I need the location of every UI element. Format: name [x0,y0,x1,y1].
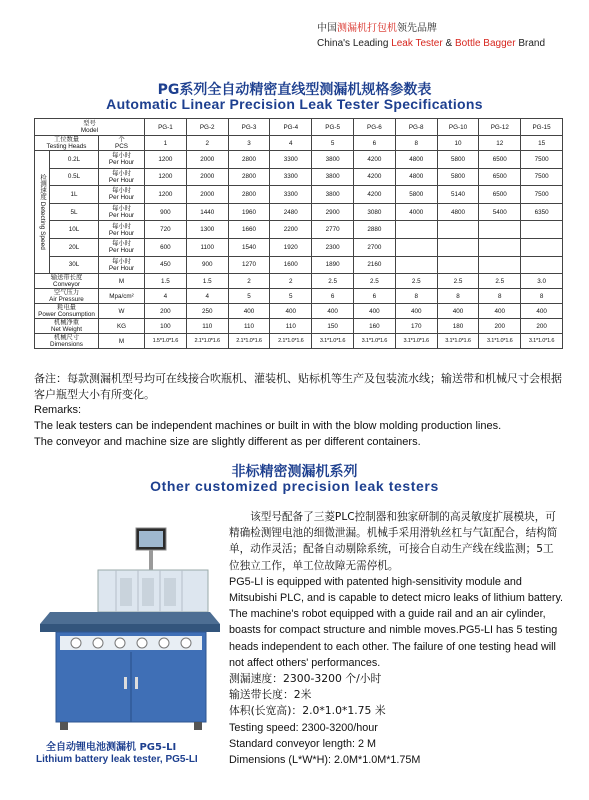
power-value-cell: 250 [186,304,228,319]
model-header-cell: PG-12 [479,119,521,136]
speed-value-cell: 2800 [228,186,270,204]
table-row-air-pressure [35,289,563,304]
speed-unit-en: Per Hour [108,159,135,167]
speed-unit-cn: 每小时 [112,169,131,177]
speed-value-cell: 2160 [354,256,396,274]
model-header-cell: PG-6 [354,119,396,136]
speed-unit-cell [99,256,145,274]
product-desc-cn: 该型号配备了三菱PLC控制器和独家研制的高灵敏度扩展模块，可精确检测锂电池的细微泄漏。机械手采用滑轨丝杠与气缸配合，结构简单，动作灵活；配备自动剔除系统，可接合自动生产线在线监测；5工位独立工作，单工位故障无需停机。 [229,511,558,572]
weight-value-cell: 200 [521,319,563,334]
product-description [229,509,564,768]
dim-label-cell [35,334,99,349]
conveyor-value-cell: 2 [270,274,312,289]
dim-value-cell: 1.5*1.0*1.6 [145,334,187,349]
heads-value-cell: 4 [270,136,312,151]
speed-value-cell: 6500 [479,186,521,204]
speed-value-cell: 1540 [228,238,270,256]
conveyor-unit-cell: M [99,274,145,289]
weight-value-cell: 100 [145,319,187,334]
page-title-en: Automatic Linear Precision Leak Tester Specifications [106,96,483,112]
speed-value-cell: 1920 [270,238,312,256]
speed-value-cell: 2800 [228,168,270,186]
speed-value-cell: 5800 [437,168,479,186]
heads-value-cell: 1 [145,136,187,151]
brand-header [317,22,577,51]
brand-tagline-en [317,36,577,51]
brand-en-bottle-bagger: Bottle Bagger [454,38,516,49]
table-row-weight [35,319,563,334]
machine-photo [20,512,230,734]
power-value-cell: 200 [145,304,187,319]
air-value-cell: 4 [186,289,228,304]
conveyor-value-cell: 3.0 [521,274,563,289]
section-title-cn: 非标精密测漏机系列 [231,464,358,480]
speed-value-cell: 6350 [521,203,563,221]
speed-unit-cell [99,186,145,204]
conveyor-value-cell: 2 [228,274,270,289]
speed-value-cell: 3800 [312,186,354,204]
speed-value-cell: 1200 [145,151,187,169]
speed-value-cell: 4200 [354,186,396,204]
heads-value-cell: 15 [521,136,563,151]
speed-value-cell: 1200 [145,168,187,186]
heads-value-cell: 6 [354,136,396,151]
remark-en-line-1: The leak testers can be independent machines or built in with the blow molding production lines. [34,420,502,432]
model-header-cell: PG-8 [395,119,437,136]
brand-en-amp: & [442,38,455,49]
speed-value-cell [521,221,563,239]
air-value-cell: 6 [312,289,354,304]
speed-value-cell: 4800 [395,151,437,169]
heads-label-cell [35,136,99,151]
brand-en-suffix: Brand [515,38,546,49]
conveyor-label-cell [35,274,99,289]
speed-value-cell: 2000 [186,186,228,204]
speed-value-cell: 4200 [354,151,396,169]
conveyor-value-cell: 2.5 [395,274,437,289]
speed-value-cell: 1270 [228,256,270,274]
power-value-cell: 400 [479,304,521,319]
dim-value-cell: 3.1*1.0*1.6 [479,334,521,349]
speed-unit-en: Per Hour [108,176,135,184]
table-row-conveyor [35,274,563,289]
brand-cn-highlight: 测漏机打包机 [337,23,397,34]
power-label-en: Power Consumption [38,311,95,319]
speed-value-cell [521,238,563,256]
speed-value-cell: 7500 [521,186,563,204]
product-caption-en: Lithium battery leak tester, PG5-LI [36,754,198,765]
power-value-cell: 400 [312,304,354,319]
speed-unit-cell [99,221,145,239]
speed-value-cell: 900 [145,203,187,221]
product-spec-en-conveyor: Standard conveyor length: 2 M [229,737,377,750]
conveyor-value-cell: 1.5 [145,274,187,289]
weight-value-cell: 150 [312,319,354,334]
speed-unit-en: Per Hour [108,247,135,255]
air-value-cell: 8 [521,289,563,304]
speed-value-cell: 4800 [395,168,437,186]
speed-value-cell: 1660 [228,221,270,239]
speed-unit-cn: 每小时 [112,222,131,230]
brand-en-prefix: China's Leading [317,38,392,49]
speed-value-cell: 1440 [186,203,228,221]
table-row-speed [35,168,563,186]
speed-value-cell: 600 [145,238,187,256]
speed-size-cell: 0.5L [50,168,99,186]
speed-value-cell: 2200 [270,221,312,239]
remark-heading: Remarks: [34,404,82,416]
speed-value-cell: 1100 [186,238,228,256]
speed-value-cell: 450 [145,256,187,274]
conveyor-label-en: Conveyor [53,281,80,289]
conveyor-value-cell: 2.5 [479,274,521,289]
weight-label-cn: 机械净重 [53,319,80,327]
dim-value-cell: 3.1*1.0*1.6 [312,334,354,349]
machine-table-top [40,612,220,632]
power-value-cell: 400 [395,304,437,319]
dim-label-cn: 机械尺寸 [53,334,80,342]
air-value-cell: 5 [228,289,270,304]
speed-value-cell: 2300 [312,238,354,256]
speed-value-cell: 5800 [437,151,479,169]
air-value-cell: 8 [395,289,437,304]
air-value-cell: 5 [270,289,312,304]
air-label-cell [35,289,99,304]
speed-value-cell [479,238,521,256]
dim-value-cell: 2.1*1.0*1.6 [186,334,228,349]
speed-value-cell: 3300 [270,186,312,204]
table-row-speed [35,203,563,221]
speed-value-cell [437,238,479,256]
conveyor-value-cell: 1.5 [186,274,228,289]
speed-value-cell: 6500 [479,151,521,169]
weight-value-cell: 160 [354,319,396,334]
air-label-en: Air Pressure [49,296,84,304]
speed-value-cell: 2480 [270,203,312,221]
speed-value-cell: 5800 [395,186,437,204]
power-label-cell [35,304,99,319]
heads-value-cell: 10 [437,136,479,151]
brand-en-leak-tester: Leak Tester [391,38,443,49]
model-header-cell: PG-15 [521,119,563,136]
model-header-cell: PG-10 [437,119,479,136]
heads-unit-en: PCS [115,143,128,150]
brand-tagline-cn [317,22,577,36]
speed-value-cell: 3300 [270,168,312,186]
heads-value-cell: 5 [312,136,354,151]
weight-label-cell [35,319,99,334]
speed-value-cell: 2800 [228,151,270,169]
speed-value-cell: 1960 [228,203,270,221]
model-header-cell: PG-1 [145,119,187,136]
speed-unit-en: Per Hour [108,264,135,272]
weight-value-cell: 180 [437,319,479,334]
dim-value-cell: 3.1*1.0*1.6 [354,334,396,349]
speed-value-cell [521,256,563,274]
air-value-cell: 8 [437,289,479,304]
model-header-cell: PG-4 [270,119,312,136]
power-label-cn: 耗电量 [57,304,76,312]
speed-unit-en: Per Hour [108,212,135,220]
machine-feet [60,722,202,730]
conveyor-value-cell: 2.5 [312,274,354,289]
conveyor-value-cell: 2.5 [437,274,479,289]
weight-value-cell: 110 [186,319,228,334]
speed-value-cell [479,221,521,239]
speed-unit-cn: 每小时 [112,240,131,248]
power-value-cell: 400 [354,304,396,319]
power-value-cell: 400 [270,304,312,319]
table-row-testing-heads [35,136,563,151]
speed-value-cell: 4200 [354,168,396,186]
air-value-cell: 4 [145,289,187,304]
weight-value-cell: 200 [479,319,521,334]
speed-value-cell: 3800 [312,151,354,169]
speed-unit-cn: 每小时 [112,257,131,265]
speed-value-cell [395,256,437,274]
model-header-cell: PG-3 [228,119,270,136]
weight-unit-cell: KG [99,319,145,334]
speed-size-cell: 0.2L [50,151,99,169]
product-spec-cn-dimensions: 体积(长宽高)：2.0*1.0*1.75 米 [229,704,386,718]
table-row-power [35,304,563,319]
conveyor-value-cell: 2.5 [354,274,396,289]
power-value-cell: 400 [521,304,563,319]
model-label-en: Model [80,127,99,134]
speed-value-cell: 1200 [145,186,187,204]
speed-value-cell: 2880 [354,221,396,239]
speed-value-cell: 4800 [437,203,479,221]
speed-value-cell: 4000 [395,203,437,221]
speed-value-cell: 7500 [521,168,563,186]
weight-label-en: Net Weight [50,326,83,334]
brand-cn-suffix: 领先品牌 [397,23,437,34]
speed-unit-cn: 每小时 [112,152,131,160]
table-row-speed [35,256,563,274]
heads-label-cn: 工位数量 [53,136,80,143]
touch-screen-monitor [136,528,166,574]
speed-value-cell [395,221,437,239]
power-unit-cell: W [99,304,145,319]
model-header-cell: PG-5 [312,119,354,136]
air-label-cn: 空气压力 [53,289,80,297]
page-title-cn: PG系列全自动精密直线型测漏机规格参数表 [157,82,432,98]
table-row-speed [35,238,563,256]
product-spec-en-dimensions: Dimensions (L*W*H): 2.0M*1.0M*1.75M [229,754,421,767]
speed-unit-cell [99,203,145,221]
model-label-cn: 型号 [83,120,96,127]
table-row-dimensions [35,334,563,349]
table-row-speed [35,221,563,239]
speed-unit-cell [99,238,145,256]
air-value-cell: 6 [354,289,396,304]
speed-unit-en: Per Hour [108,229,135,237]
spec-table [34,118,563,349]
speed-value-cell [479,256,521,274]
remark-cn: 备注：每款测漏机型号均可在线接合吹瓶机、灌装机、贴标机等生产及包装流水线；输送带和机械尺寸会根据客户瓶型大小有所变化。 [34,372,562,401]
speed-unit-cell [99,151,145,169]
speed-size-cell: 30L [50,256,99,274]
model-header-cell: PG-2 [186,119,228,136]
heads-label-en: Testing Heads [46,143,87,150]
speed-unit-en: Per Hour [108,194,135,202]
power-value-cell: 400 [228,304,270,319]
heads-value-cell: 2 [186,136,228,151]
speed-unit-cn: 每小时 [112,187,131,195]
speed-value-cell: 3080 [354,203,396,221]
remark-en-line-2: The conveyor and machine size are slightly different as per different containers. [34,436,421,448]
product-spec-cn-speed: 测漏速度：2300-3200 个/小时 [229,672,382,686]
section-title-en: Other customized precision leak testers [150,478,439,494]
product-desc-en: PG5-LI is equipped with patented high-sensitivity module and Mitsubishi PLC, and is capable to detect micro leaks of lithium battery. The machine's robot equipped with a guide rail and an air cylinder, boasts for compact structure and nimble moves.PG5-LI has 5 testing heads independent to each other. The failure of one testing head will not affect others' performances. [229,575,564,669]
speed-value-cell: 2000 [186,151,228,169]
speed-value-cell: 5140 [437,186,479,204]
table-header-row [35,119,563,136]
weight-value-cell: 170 [395,319,437,334]
table-row-speed [35,186,563,204]
speed-value-cell: 1300 [186,221,228,239]
product-spec-en-speed: Testing speed: 2300-3200/hour [229,721,378,734]
weight-value-cell: 110 [270,319,312,334]
speed-value-cell: 2770 [312,221,354,239]
dim-label-en: Dimensions [50,341,83,349]
speed-value-cell: 2000 [186,168,228,186]
speed-size-cell: 5L [50,203,99,221]
speed-value-cell: 1890 [312,256,354,274]
speed-value-cell: 720 [145,221,187,239]
speed-value-cell: 2900 [312,203,354,221]
safety-guard [98,570,208,612]
dim-unit-cell: M [99,334,145,349]
dim-value-cell: 2.1*1.0*1.6 [270,334,312,349]
speed-value-cell: 3800 [312,168,354,186]
machine-cabinet [56,632,206,722]
dim-value-cell: 3.1*1.0*1.6 [521,334,563,349]
speed-value-cell [437,221,479,239]
weight-value-cell: 110 [228,319,270,334]
speed-value-cell [395,238,437,256]
heads-unit-cell [99,136,145,151]
heads-value-cell: 12 [479,136,521,151]
dim-value-cell: 3.1*1.0*1.6 [437,334,479,349]
heads-value-cell: 8 [395,136,437,151]
product-caption-cn: 全自动锂电池测漏机 PG5-LI [46,742,177,753]
model-label-cell [35,119,145,136]
speed-value-cell [437,256,479,274]
dim-value-cell: 3.1*1.0*1.6 [395,334,437,349]
speed-value-cell: 900 [186,256,228,274]
brand-cn-prefix: 中国 [317,23,337,34]
speed-value-cell: 2700 [354,238,396,256]
speed-value-cell: 7500 [521,151,563,169]
speed-unit-cell [99,168,145,186]
product-spec-cn-conveyor: 输送带长度：2米 [229,688,312,702]
air-unit-cell: Mpa/cm² [99,289,145,304]
heads-unit-cn: 个 [118,136,125,143]
air-value-cell: 8 [479,289,521,304]
speed-unit-cn: 每小时 [112,205,131,213]
table-row-speed [35,151,563,169]
speed-size-cell: 10L [50,221,99,239]
speed-size-cell: 1L [50,186,99,204]
speed-value-cell: 1600 [270,256,312,274]
speed-size-cell: 20L [50,238,99,256]
power-value-cell: 400 [437,304,479,319]
dim-value-cell: 2.1*1.0*1.6 [228,334,270,349]
heads-value-cell: 3 [228,136,270,151]
speed-value-cell: 6500 [479,168,521,186]
speed-value-cell: 3300 [270,151,312,169]
conveyor-label-cn: 输送带长度 [50,274,83,282]
speed-value-cell: 5400 [479,203,521,221]
speed-label-cell: 检测速度 Detecting Speed [35,151,50,274]
